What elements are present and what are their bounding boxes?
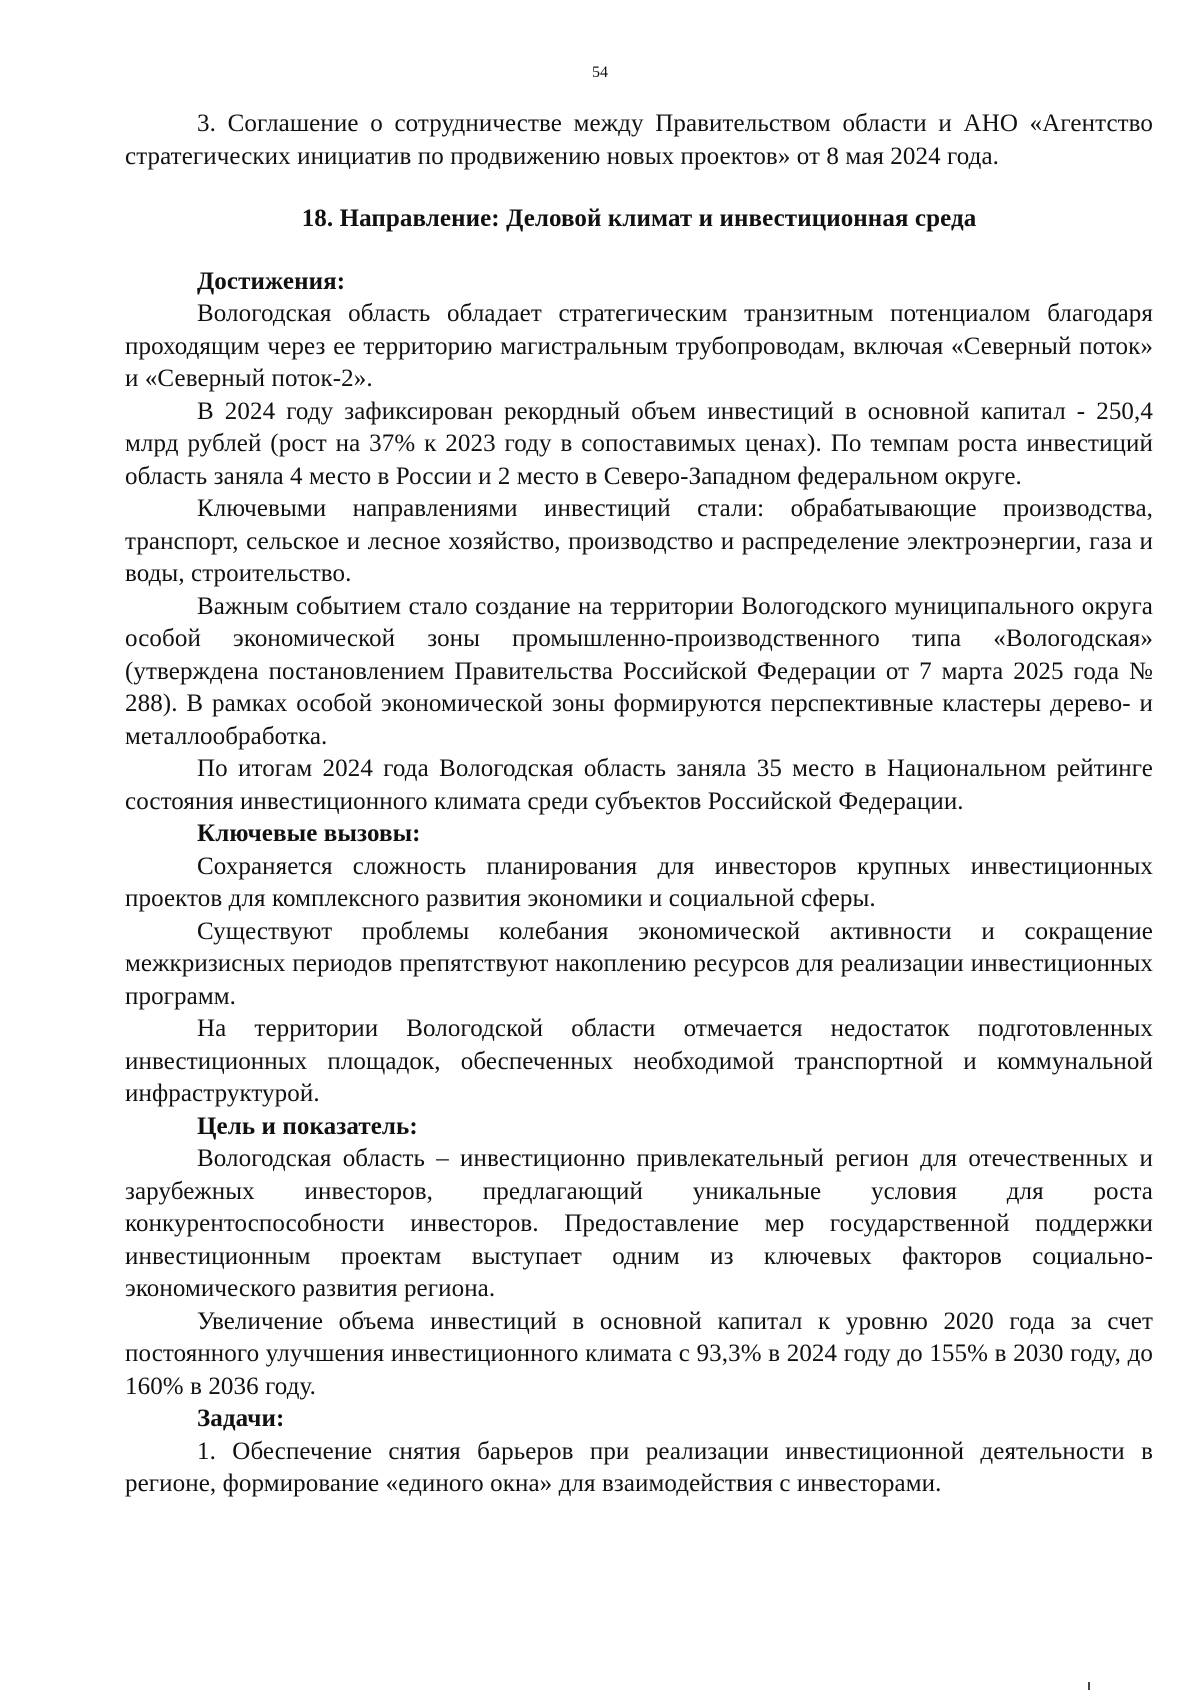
goal-paragraph: Увеличение объема инвестиций в основной капитал к уровню 2020 года за счет постоянного улучшения инвестиционного климата с 93,3% в 2024 году до 155% в 2030 году, до 160% в 2036 году. [125, 1307, 1153, 1400]
challenges-heading: Ключевые вызовы: [197, 820, 421, 847]
goal-heading: Цель и показатель: [197, 1112, 418, 1140]
achievements-paragraph: По итогам 2024 года Вологодская область заняла 35 место в Национальном рейтинге состояния инвестиционного климата среди субъектов Российской Федерации. [125, 755, 1153, 815]
goal-paragraph: Вологодская область – инвестиционно привлекательный регион для отечественных и зарубежных инвесторов, предлагающий уникальные условия для роста конкурентоспособности инвесторов. Предоставление мер государственной поддержки инвестиционным проектам выступает одним из ключевых факторов социально-экономического развития региона. [125, 1145, 1153, 1302]
scan-mark [1088, 1682, 1090, 1690]
achievements-paragraph: Важным событием стало создание на территории Вологодского муниципального округа особой экономической зоны промышленно-производственного типа «Вологодская» (утверждена постановлением Правительства Российской Федерации от 7 марта 2025 года № 288). В рамках особой экономической зоны формируются перспективные кластеры дерево- и металлообработка. [125, 592, 1153, 750]
page-number: 54 [592, 64, 608, 81]
tasks-heading: Задачи: [197, 1405, 285, 1432]
achievements-heading: Достижения: [197, 267, 346, 295]
challenges-paragraph: Сохраняется сложность планирования для инвесторов крупных инвестиционных проектов для комплексного развития экономики и социальной сферы. [125, 852, 1153, 912]
challenges-paragraph: Существуют проблемы колебания экономической активности и сокращение межкризисных периодов препятствуют накоплению ресурсов для реализации инвестиционных программ. [125, 917, 1153, 1010]
achievements-paragraph: Вологодская область обладает стратегическим транзитным потенциалом благодаря проходящим через ее территорию магистральным трубопроводам, включая «Северный поток» и «Северный поток-2». [125, 300, 1153, 392]
achievements-paragraph: Ключевыми направлениями инвестиций стали: обрабатывающие производства, транспорт, сельское и лесное хозяйство, производство и распределение электроэнергии, газа и воды, строительство. [125, 495, 1153, 587]
tasks-paragraph: 1. Обеспечение снятия барьеров при реализации инвестиционной деятельности в регионе, формирование «единого окна» для взаимодействия с инвесторами. [125, 1437, 1153, 1497]
document-body [125, 108, 1153, 1501]
intro-item: 3. Соглашение о сотрудничестве между Правительством области и АНО «Агентство стратегических инициатив по продвижению новых проектов» от 8 мая 2024 года. [125, 110, 1153, 170]
achievements-paragraph: В 2024 году зафиксирован рекордный объем инвестиций в основной капитал - 250,4 млрд рублей (рост на 37% к 2023 году в сопоставимых ценах). По темпам роста инвестиций область заняла 4 место в России и 2 место в Северо-Западном федеральном округе. [125, 397, 1153, 490]
challenges-paragraph: На территории Вологодской области отмечается недостаток подготовленных инвестиционных площадок, обеспеченных необходимой транспортной и коммунальной инфраструктурой. [125, 1015, 1153, 1107]
section-title: 18. Направление: Деловой климат и инвестиционная среда [301, 205, 977, 232]
